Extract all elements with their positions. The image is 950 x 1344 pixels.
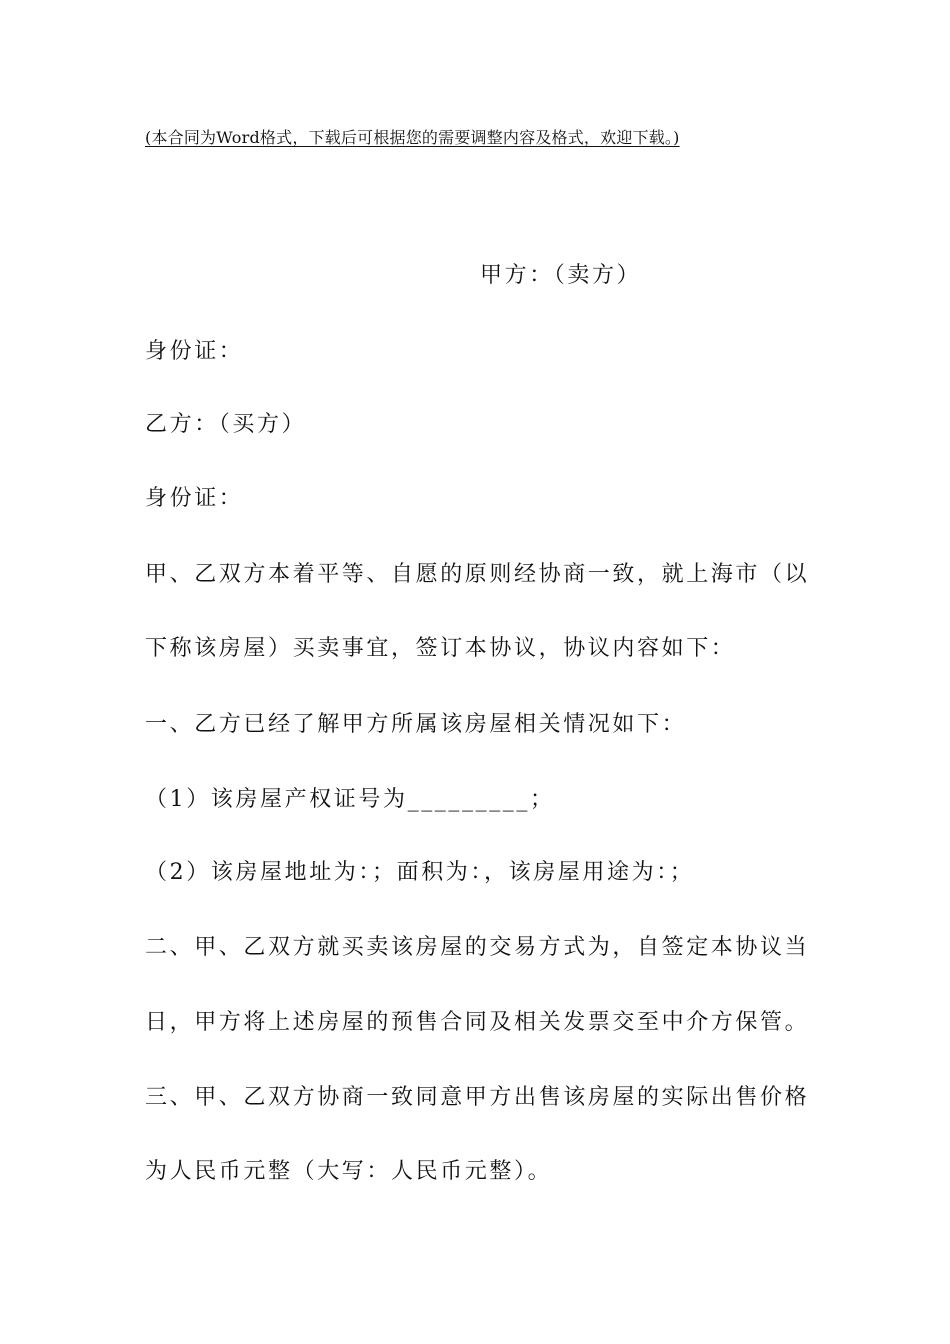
preamble-line-2: 下称该房屋）买卖事宜，签订本协议，协议内容如下： xyxy=(145,636,736,661)
preamble-line-1: 甲、乙双方本着平等、自愿的原则经协商一致，就上海市（以 xyxy=(145,562,810,587)
party-b-heading: 乙方：（买方） xyxy=(145,412,307,437)
party-b-id-card: 身份证： xyxy=(145,486,244,511)
clause-3-line-1: 三、甲、乙双方协商一致同意甲方出售该房屋的实际出售价格 xyxy=(145,1085,810,1110)
clause-1-item-1: （1）该房屋产权证号为_________； xyxy=(145,787,555,812)
format-notice: (本合同为Word格式，下载后可根据您的需要调整内容及格式，欢迎下载。) xyxy=(145,128,680,147)
clause-1-item-2: （2）该房屋地址为：；面积为：，该房屋用途为：； xyxy=(145,860,695,885)
clause-2-line-1: 二、甲、乙双方就买卖该房屋的交易方式为，自签定本协议当 xyxy=(145,935,810,960)
clause-2-line-2: 日，甲方将上述房屋的预售合同及相关发票交至中介方保管。 xyxy=(145,1010,810,1035)
clause-3-line-2: 为人民币元整（大写：人民币元整）。 xyxy=(145,1159,553,1184)
party-a-id-card: 身份证： xyxy=(145,339,244,364)
clause-1-title: 一、乙方已经了解甲方所属该房屋相关情况如下： xyxy=(145,712,687,737)
party-a-heading: 甲方：（卖方） xyxy=(480,263,642,288)
